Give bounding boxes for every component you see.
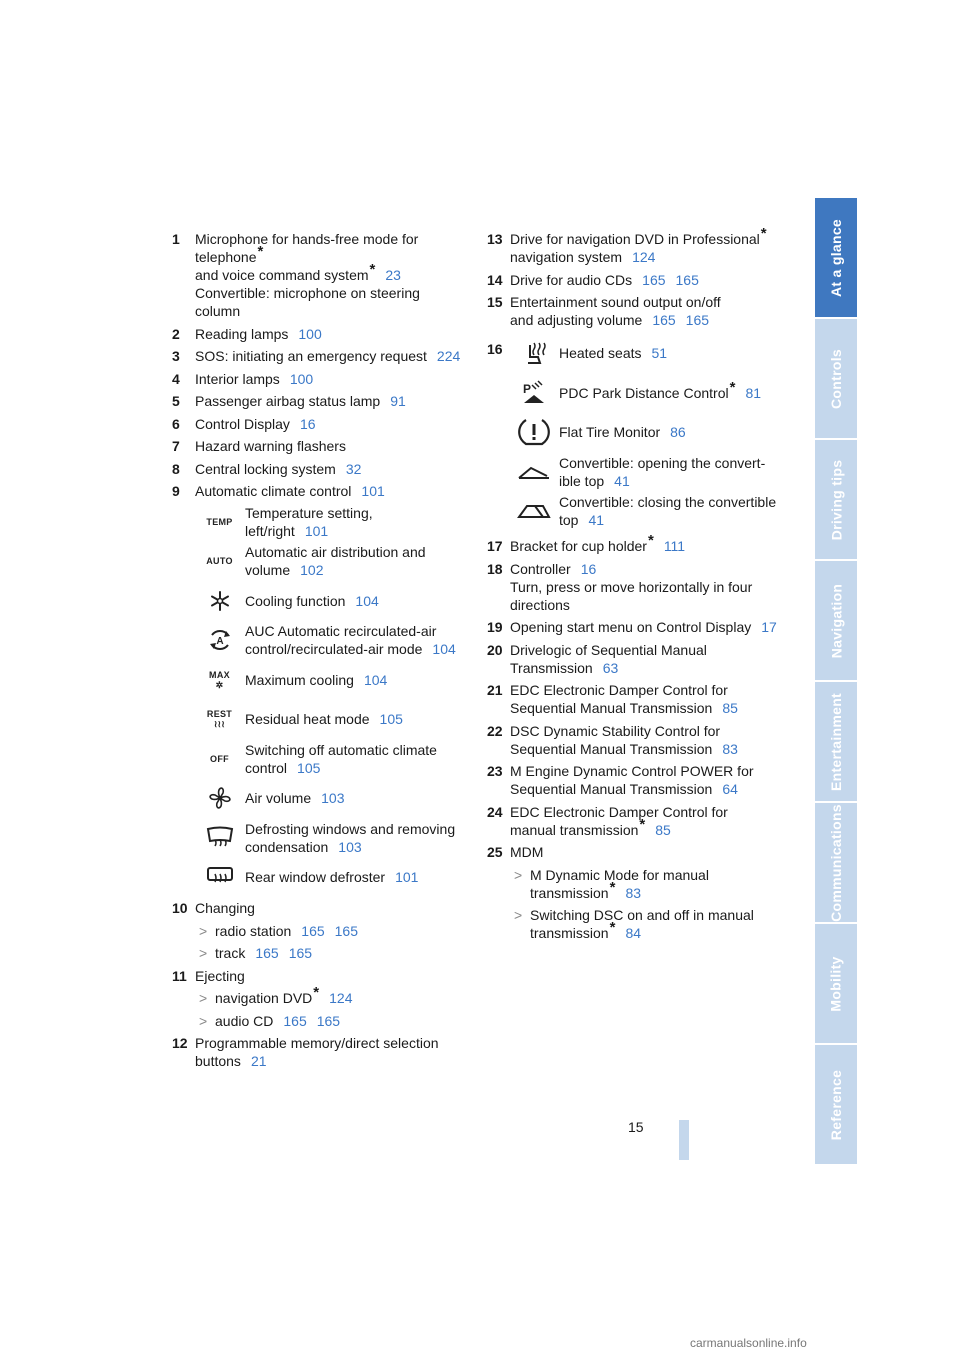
sub-item: > audio CD 165 165 bbox=[199, 1012, 341, 1029]
residual-heat-icon: REST ≀≀≀ bbox=[206, 709, 233, 730]
convertible-open-icon bbox=[508, 462, 559, 482]
control-text: Rear window defroster bbox=[245, 869, 386, 886]
list-item bbox=[487, 618, 787, 636]
page-ref-link[interactable]: 91 bbox=[390, 393, 406, 409]
control-row bbox=[194, 739, 472, 779]
tab-driving-tips[interactable] bbox=[815, 440, 857, 559]
page-ref-link[interactable]: 165 bbox=[685, 312, 710, 328]
item-text: Hazard warning flashers bbox=[195, 438, 346, 454]
item-text: radio station bbox=[215, 922, 292, 939]
control-row bbox=[194, 502, 472, 542]
option-star-icon: * bbox=[257, 243, 264, 260]
page-ref-link[interactable]: 32 bbox=[345, 460, 362, 477]
item-text: Turn, press or move horizontally in four bbox=[510, 578, 753, 595]
page-ref-link[interactable]: 41 bbox=[614, 472, 630, 489]
control-row bbox=[194, 779, 472, 819]
convertible-close-icon bbox=[508, 501, 559, 521]
item-number: 9 bbox=[172, 483, 180, 499]
tab-label: Communications bbox=[828, 803, 845, 922]
page-ref-link[interactable]: 84 bbox=[625, 925, 642, 941]
right-column bbox=[487, 225, 787, 947]
list-item bbox=[487, 722, 787, 758]
flat-tire-icon bbox=[508, 416, 559, 448]
list-item bbox=[172, 325, 472, 343]
list-item bbox=[487, 334, 787, 532]
item-text: transmission bbox=[530, 884, 609, 901]
item-text: audio CD bbox=[215, 1012, 274, 1029]
page-ref-link[interactable]: 16 bbox=[580, 560, 597, 577]
page-ref-link[interactable]: 105 bbox=[379, 711, 403, 728]
control-row bbox=[194, 858, 472, 898]
list-item bbox=[487, 532, 787, 555]
heated-seat-icon bbox=[508, 339, 559, 367]
tab-controls[interactable] bbox=[815, 319, 857, 438]
control-text: top bbox=[559, 512, 579, 529]
windshield-defrost-icon bbox=[194, 826, 245, 850]
item-number: 17 bbox=[487, 538, 503, 554]
page-ref-link[interactable]: 85 bbox=[722, 700, 738, 716]
control-row bbox=[194, 542, 472, 582]
item-number: 24 bbox=[487, 803, 503, 820]
control-row bbox=[194, 581, 472, 621]
item-text: buttons bbox=[195, 1053, 241, 1069]
item-text: track bbox=[215, 945, 246, 961]
control-text: control/recirculated-air mode bbox=[245, 641, 423, 658]
item-text: Changing bbox=[195, 900, 255, 916]
page-ref-link[interactable]: 83 bbox=[722, 740, 738, 757]
control-row bbox=[194, 818, 472, 858]
page-ref-link[interactable]: 104 bbox=[432, 641, 456, 658]
item-number: 10 bbox=[172, 900, 188, 916]
list-item bbox=[487, 271, 787, 289]
page-ref-link[interactable]: 124 bbox=[329, 990, 353, 1006]
list-item bbox=[172, 899, 472, 917]
page-ref-link[interactable]: 103 bbox=[338, 838, 362, 855]
page-ref-link[interactable]: 165 bbox=[301, 922, 325, 939]
page-ref-link[interactable]: 86 bbox=[670, 424, 686, 441]
item-text: column bbox=[195, 303, 241, 319]
page-ref-link[interactable]: 165 bbox=[334, 922, 358, 939]
tab-label: At a glance bbox=[828, 218, 844, 297]
item-text: Reading lamps bbox=[195, 325, 289, 342]
list-item bbox=[487, 560, 787, 614]
page-ref-link[interactable]: 165 bbox=[288, 945, 313, 961]
item-text: navigation DVD bbox=[215, 990, 313, 1006]
control-row bbox=[194, 660, 472, 700]
page-ref-link[interactable]: 104 bbox=[355, 592, 379, 609]
control-text: Flat Tire Monitor bbox=[559, 424, 661, 441]
page-ref-link[interactable]: 101 bbox=[361, 483, 385, 499]
max-cooling-icon: MAX ✲ bbox=[209, 669, 230, 690]
control-text: volume bbox=[245, 562, 291, 579]
item-number: 14 bbox=[487, 271, 503, 288]
control-text: Heated seats bbox=[559, 345, 642, 362]
page-ref-link[interactable]: 63 bbox=[602, 659, 619, 676]
footer-watermark: carmanualsonline.info bbox=[690, 1336, 807, 1350]
item-number: 20 bbox=[487, 641, 503, 658]
page-ref-link[interactable]: 111 bbox=[663, 538, 686, 554]
item-number: 11 bbox=[172, 967, 187, 984]
control-row bbox=[194, 621, 472, 661]
option-star-icon: * bbox=[609, 878, 616, 896]
snowflake-icon bbox=[194, 590, 245, 612]
item-text: Passenger airbag status lamp bbox=[195, 393, 381, 409]
page-ref-link[interactable]: 224 bbox=[436, 348, 461, 364]
pdc-icon bbox=[508, 379, 559, 407]
item-text: Sequential Manual Transmission bbox=[510, 740, 713, 757]
control-text: PDC Park Distance Control bbox=[559, 384, 729, 401]
tab-label: Reference bbox=[828, 1069, 844, 1140]
list-item bbox=[487, 762, 787, 798]
control-row bbox=[508, 492, 787, 532]
page-ref-link[interactable]: 165 bbox=[642, 271, 666, 288]
item-text: Sequential Manual Transmission bbox=[510, 781, 713, 797]
item-number: 6 bbox=[172, 415, 180, 432]
option-star-icon: * bbox=[609, 919, 616, 936]
item-text: Programmable memory/direct selection bbox=[195, 1035, 439, 1051]
item-number: 12 bbox=[172, 1035, 188, 1051]
control-text: ible top bbox=[559, 472, 605, 489]
list-item bbox=[487, 803, 787, 839]
list-item bbox=[172, 437, 472, 455]
climate-controls-table bbox=[194, 502, 472, 897]
page-ref-link[interactable]: 51 bbox=[651, 345, 668, 362]
page-ref-link[interactable]: 165 bbox=[316, 1012, 341, 1029]
option-star-icon: * bbox=[639, 815, 646, 833]
page-ref-link[interactable]: 103 bbox=[321, 790, 345, 807]
list-item bbox=[172, 1034, 472, 1070]
control-text: Air volume bbox=[245, 790, 312, 807]
page-ref-link[interactable]: 85 bbox=[655, 821, 671, 838]
list-item bbox=[172, 415, 472, 433]
list-item bbox=[172, 370, 472, 388]
item-text: EDC Electronic Damper Control for bbox=[510, 803, 728, 820]
sub-item: > Switching DSC on and off in manual transmission* 84 bbox=[510, 906, 787, 942]
page-ref-link[interactable]: 124 bbox=[632, 249, 656, 265]
item-text: directions bbox=[510, 596, 570, 613]
tab-at-a-glance[interactable] bbox=[815, 198, 857, 317]
tab-navigation[interactable] bbox=[815, 561, 857, 680]
item-text: Ejecting bbox=[195, 967, 245, 984]
list-item bbox=[172, 460, 472, 478]
svg-text:P: P bbox=[522, 381, 531, 396]
tab-label: Navigation bbox=[828, 583, 845, 658]
item-text: and voice command system bbox=[195, 267, 369, 283]
list-item bbox=[487, 641, 787, 677]
item-text: Convertible: microphone on steering bbox=[195, 285, 420, 301]
page-ref-link[interactable]: 64 bbox=[722, 781, 738, 797]
item-text: Opening start menu on Control Display bbox=[510, 619, 752, 635]
item-text: Entertainment sound output on/off bbox=[510, 294, 721, 310]
control-text: AUC Automatic recirculated-air bbox=[245, 623, 437, 640]
control-text: condensation bbox=[245, 838, 329, 855]
sub-item: > radio station 165 165 bbox=[199, 922, 358, 939]
tab-label: Mobility bbox=[828, 955, 845, 1012]
tab-reference[interactable] bbox=[815, 1045, 857, 1164]
option-star-icon: * bbox=[313, 984, 320, 1001]
item-number: 21 bbox=[487, 682, 503, 698]
item-number: 19 bbox=[487, 619, 503, 635]
item-text: Drive for audio CDs bbox=[510, 271, 633, 288]
control-text: Temperature setting, bbox=[245, 504, 373, 521]
item-text: Control Display bbox=[195, 415, 290, 432]
page-ref-link[interactable]: 102 bbox=[300, 562, 324, 579]
sub-item: > navigation DVD* 124 bbox=[199, 984, 353, 1006]
item-text: M Dynamic Mode for manual bbox=[530, 866, 709, 883]
auc-recirculation-icon bbox=[194, 627, 245, 653]
page-marker-bar bbox=[679, 1120, 689, 1160]
item-text: telephone bbox=[195, 249, 257, 265]
rear-window-defrost-icon bbox=[194, 865, 245, 889]
control-row bbox=[508, 334, 787, 374]
control-row bbox=[508, 413, 787, 453]
control-text: control bbox=[245, 759, 288, 776]
fan-icon bbox=[194, 783, 245, 813]
auto-icon: AUTO bbox=[206, 556, 233, 567]
list-item bbox=[487, 681, 787, 717]
item-number: 23 bbox=[487, 763, 503, 779]
item-text: EDC Electronic Damper Control for bbox=[510, 682, 728, 698]
buttons-table bbox=[508, 334, 787, 532]
item-number: 3 bbox=[172, 348, 180, 364]
item-text: SOS: initiating an emergency request bbox=[195, 348, 427, 364]
list-item bbox=[487, 843, 787, 861]
control-row bbox=[194, 700, 472, 740]
page-ref-link[interactable]: 100 bbox=[289, 370, 314, 387]
item-number: 4 bbox=[172, 370, 180, 387]
control-text: Cooling function bbox=[245, 592, 346, 609]
page-ref-link[interactable]: 165 bbox=[652, 312, 676, 328]
item-text: Switching DSC on and off in manual bbox=[530, 907, 754, 923]
item-text: Sequential Manual Transmission bbox=[510, 700, 713, 716]
list-item bbox=[172, 482, 472, 500]
item-number: 7 bbox=[172, 438, 180, 454]
option-star-icon: * bbox=[647, 532, 654, 549]
page-ref-link[interactable]: 41 bbox=[588, 512, 605, 529]
item-text: and adjusting volume bbox=[510, 312, 643, 328]
control-text: Switching off automatic climate bbox=[245, 741, 437, 758]
tab-entertainment[interactable] bbox=[815, 682, 857, 801]
list-item bbox=[172, 392, 472, 410]
control-text: Convertible: opening the convert- bbox=[559, 454, 766, 471]
control-text: Residual heat mode bbox=[245, 711, 370, 728]
control-text: Automatic air distribution and bbox=[245, 544, 426, 561]
item-number: 18 bbox=[487, 560, 503, 577]
page-ref-link[interactable]: 101 bbox=[304, 522, 329, 539]
page-ref-link[interactable]: 21 bbox=[250, 1053, 267, 1069]
item-text: Transmission bbox=[510, 659, 593, 676]
item-text: navigation system bbox=[510, 249, 623, 265]
page-ref-link[interactable]: 105 bbox=[297, 759, 321, 776]
page-ref-link[interactable]: 23 bbox=[385, 267, 401, 283]
item-number: 16 bbox=[487, 340, 503, 357]
item-text: Interior lamps bbox=[195, 370, 280, 387]
control-text: left/right bbox=[245, 522, 295, 539]
item-number: 5 bbox=[172, 393, 180, 409]
list-item bbox=[172, 230, 472, 320]
page-ref-link[interactable]: 104 bbox=[363, 671, 388, 688]
option-star-icon: * bbox=[369, 261, 376, 278]
off-icon: OFF bbox=[210, 753, 229, 764]
page-ref-link[interactable]: 165 bbox=[283, 1012, 307, 1029]
page-ref-link[interactable]: 83 bbox=[625, 884, 642, 901]
temp-icon: TEMP bbox=[206, 516, 233, 527]
list-item bbox=[172, 347, 472, 365]
page-ref-link[interactable]: 16 bbox=[299, 415, 316, 432]
chapter-tabs bbox=[815, 198, 857, 1166]
item-text: Microphone for hands-free mode for bbox=[195, 231, 419, 247]
page-ref-link[interactable]: 101 bbox=[395, 869, 419, 886]
item-number: 2 bbox=[172, 325, 180, 342]
option-star-icon: * bbox=[729, 378, 736, 396]
sub-item: > track 165 165 bbox=[199, 945, 313, 961]
list-item bbox=[487, 225, 787, 266]
item-text: M Engine Dynamic Control POWER for bbox=[510, 763, 754, 779]
tab-mobility[interactable] bbox=[815, 924, 857, 1043]
item-number: 13 bbox=[487, 231, 503, 247]
page-number: 15 bbox=[628, 1119, 644, 1135]
list-item bbox=[172, 967, 472, 985]
left-column bbox=[172, 230, 472, 1075]
tab-communications[interactable] bbox=[815, 803, 857, 922]
control-row bbox=[508, 373, 787, 413]
item-number: 22 bbox=[487, 722, 503, 739]
item-text: manual transmission bbox=[510, 821, 639, 838]
item-text: Drivelogic of Sequential Manual bbox=[510, 641, 707, 658]
page-ref-link[interactable]: 81 bbox=[745, 384, 762, 401]
control-row bbox=[508, 452, 787, 492]
item-text: Bracket for cup holder bbox=[510, 538, 647, 554]
item-text: Controller bbox=[510, 560, 571, 577]
item-text: MDM bbox=[510, 844, 544, 860]
item-text: transmission bbox=[530, 925, 609, 941]
item-number: 8 bbox=[172, 460, 180, 477]
sub-item: > M Dynamic Mode for manual transmission* 83 bbox=[510, 866, 787, 902]
control-text: Defrosting windows and removing bbox=[245, 820, 456, 837]
control-text: Maximum cooling bbox=[245, 671, 354, 688]
tab-label: Entertainment bbox=[828, 692, 844, 791]
item-number: 1 bbox=[172, 231, 180, 247]
list-item bbox=[487, 293, 787, 329]
item-text: Automatic climate control bbox=[195, 483, 352, 499]
page-ref-link[interactable]: 100 bbox=[298, 325, 322, 342]
control-text: Convertible: closing the convertible bbox=[559, 494, 777, 511]
item-text: Drive for navigation DVD in Professional bbox=[510, 231, 760, 247]
option-star-icon: * bbox=[760, 225, 767, 242]
page-ref-link[interactable]: 165 bbox=[255, 945, 279, 961]
tab-label: Driving tips bbox=[828, 459, 845, 540]
item-text: Central locking system bbox=[195, 460, 336, 477]
item-number: 25 bbox=[487, 844, 503, 860]
item-text: DSC Dynamic Stability Control for bbox=[510, 722, 721, 739]
page-ref-link[interactable]: 165 bbox=[675, 271, 699, 288]
item-number: 15 bbox=[487, 294, 503, 310]
svg-text:A: A bbox=[215, 636, 224, 648]
tab-label: Controls bbox=[828, 348, 845, 409]
page-ref-link[interactable]: 17 bbox=[761, 619, 777, 635]
